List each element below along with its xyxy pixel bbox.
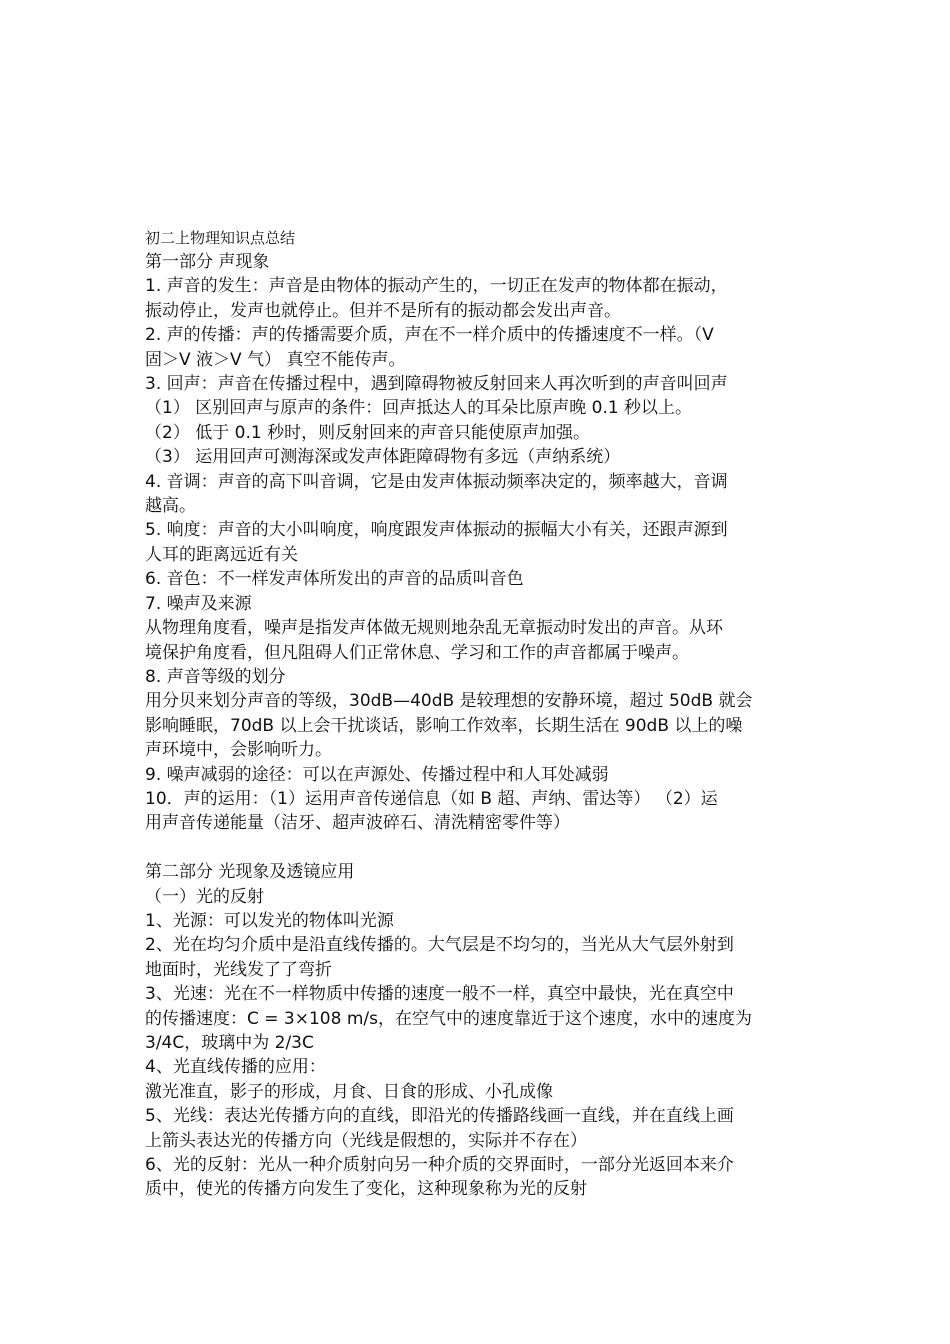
document-title: 初二上物理知识点总结 [145, 229, 296, 247]
text-line: 的传播速度：C = 3×108 m/s，在空气中的速度靠近于这个速度，水中的速度为 [145, 1008, 752, 1029]
text-line: 4. 音调：声音的高下叫音调，它是由发声体振动频率决定的，频率越大，音调 [145, 471, 728, 492]
text-line: 用声音传递能量（洁牙、超声波碎石、清洗精密零件等） [145, 813, 570, 834]
text-line: 6、光的反射：光从一种介质射向另一种介质的交界面时，一部分光返回本来介 [145, 1155, 734, 1176]
text-line: 越高。 [145, 496, 196, 517]
section-heading: 第一部分 声现象 [145, 252, 270, 272]
text-line: 3、光速：光在不一样物质中传播的速度一般不一样，真空中最快，光在真空中 [145, 984, 734, 1005]
text-line: 5. 响度：声音的大小叫响度，响度跟发声体振动的振幅大小有关，还跟声源到 [145, 520, 728, 541]
section-spacer [145, 836, 810, 860]
text-line: 3. 回声：声音在传播过程中，遇到障碍物被反射回来人再次听到的声音叫回声 [145, 374, 728, 395]
text-line: 用分贝来划分声音的等级，30dB—40dB 是较理想的安静环境，超过 50dB 就会 [145, 691, 753, 712]
text-line: 9. 噪声减弱的途径：可以在声源处、传播过程中和人耳处减弱 [145, 764, 609, 785]
text-line: 振动停止，发声也就停止。但并不是所有的振动都会发出声音。 [145, 300, 621, 321]
text-line: 8. 声音等级的划分 [145, 666, 286, 687]
text-line: 上箭头表达光的传播方向（光线是假想的，实际并不存在） [145, 1130, 587, 1151]
text-line: 2. 声的传播：声的传播需要介质，声在不一样介质中的传播速度不一样。（V [145, 325, 714, 346]
text-line: （3） 运用回声可测海深或发声体距障碍物有多远（声纳系统） [145, 447, 621, 468]
text-line: 1. 声音的发生：声音是由物体的振动产生的，一切正在发声的物体都在振动， [145, 276, 728, 297]
text-line: 4、光直线传播的应用： [145, 1057, 326, 1078]
text-line: 激光准直，影子的形成，月食、日食的形成、小孔成像 [145, 1081, 553, 1102]
text-line: 地面时，光线发了了弯折 [145, 959, 332, 980]
text-line: 声环境中，会影响听力。 [145, 740, 332, 761]
text-line: 6. 音色：不一样发声体所发出的声音的品质叫音色 [145, 569, 524, 590]
text-line: 影响睡眠，70dB 以上会干扰谈话，影响工作效率，长期生活在 90dB 以上的噪 [145, 715, 743, 736]
text-line: 3/4C，玻璃中为 2/3C [145, 1032, 314, 1053]
text-line: 7. 噪声及来源 [145, 593, 252, 614]
text-line: （一）光的反射 [145, 886, 264, 907]
text-line: 2、光在均匀介质中是沿直线传播的。大气层是不均匀的，当光从大气层外射到 [145, 935, 734, 956]
text-line: 1、光源：可以发光的物体叫光源 [145, 910, 394, 931]
text-line: （2） 低于 0.1 秒时，则反射回来的声音只能使原声加强。 [145, 422, 591, 443]
text-line: 人耳的距离远近有关 [145, 544, 298, 565]
text-line: （1） 区别回声与原声的条件：回声抵达人的耳朵比原声晚 0.1 秒以上。 [145, 398, 693, 419]
section-heading: 第二部分 光现象及透镜应用 [145, 862, 355, 883]
text-line: 从物理角度看，噪声是指发声体做无规则地杂乱无章振动时发出的声音。从环 [145, 618, 723, 639]
text-line: 5、光线：表达光传播方向的直线，即沿光的传播路线画一直线，并在直线上画 [145, 1106, 734, 1127]
text-line: 10．声的运用：（1）运用声音传递信息（如 B 超、声纳、雷达等） （2）运 [145, 788, 718, 809]
text-line: 质中，使光的传播方向发生了变化，这种现象称为光的反射 [145, 1179, 587, 1200]
document-page [145, 226, 810, 1202]
text-line: 固＞V 液＞V 气） 真空不能传声。 [145, 349, 406, 370]
text-line: 境保护角度看，但凡阻碍人们正常休息、学习和工作的声音都属于噪声。 [145, 642, 689, 663]
